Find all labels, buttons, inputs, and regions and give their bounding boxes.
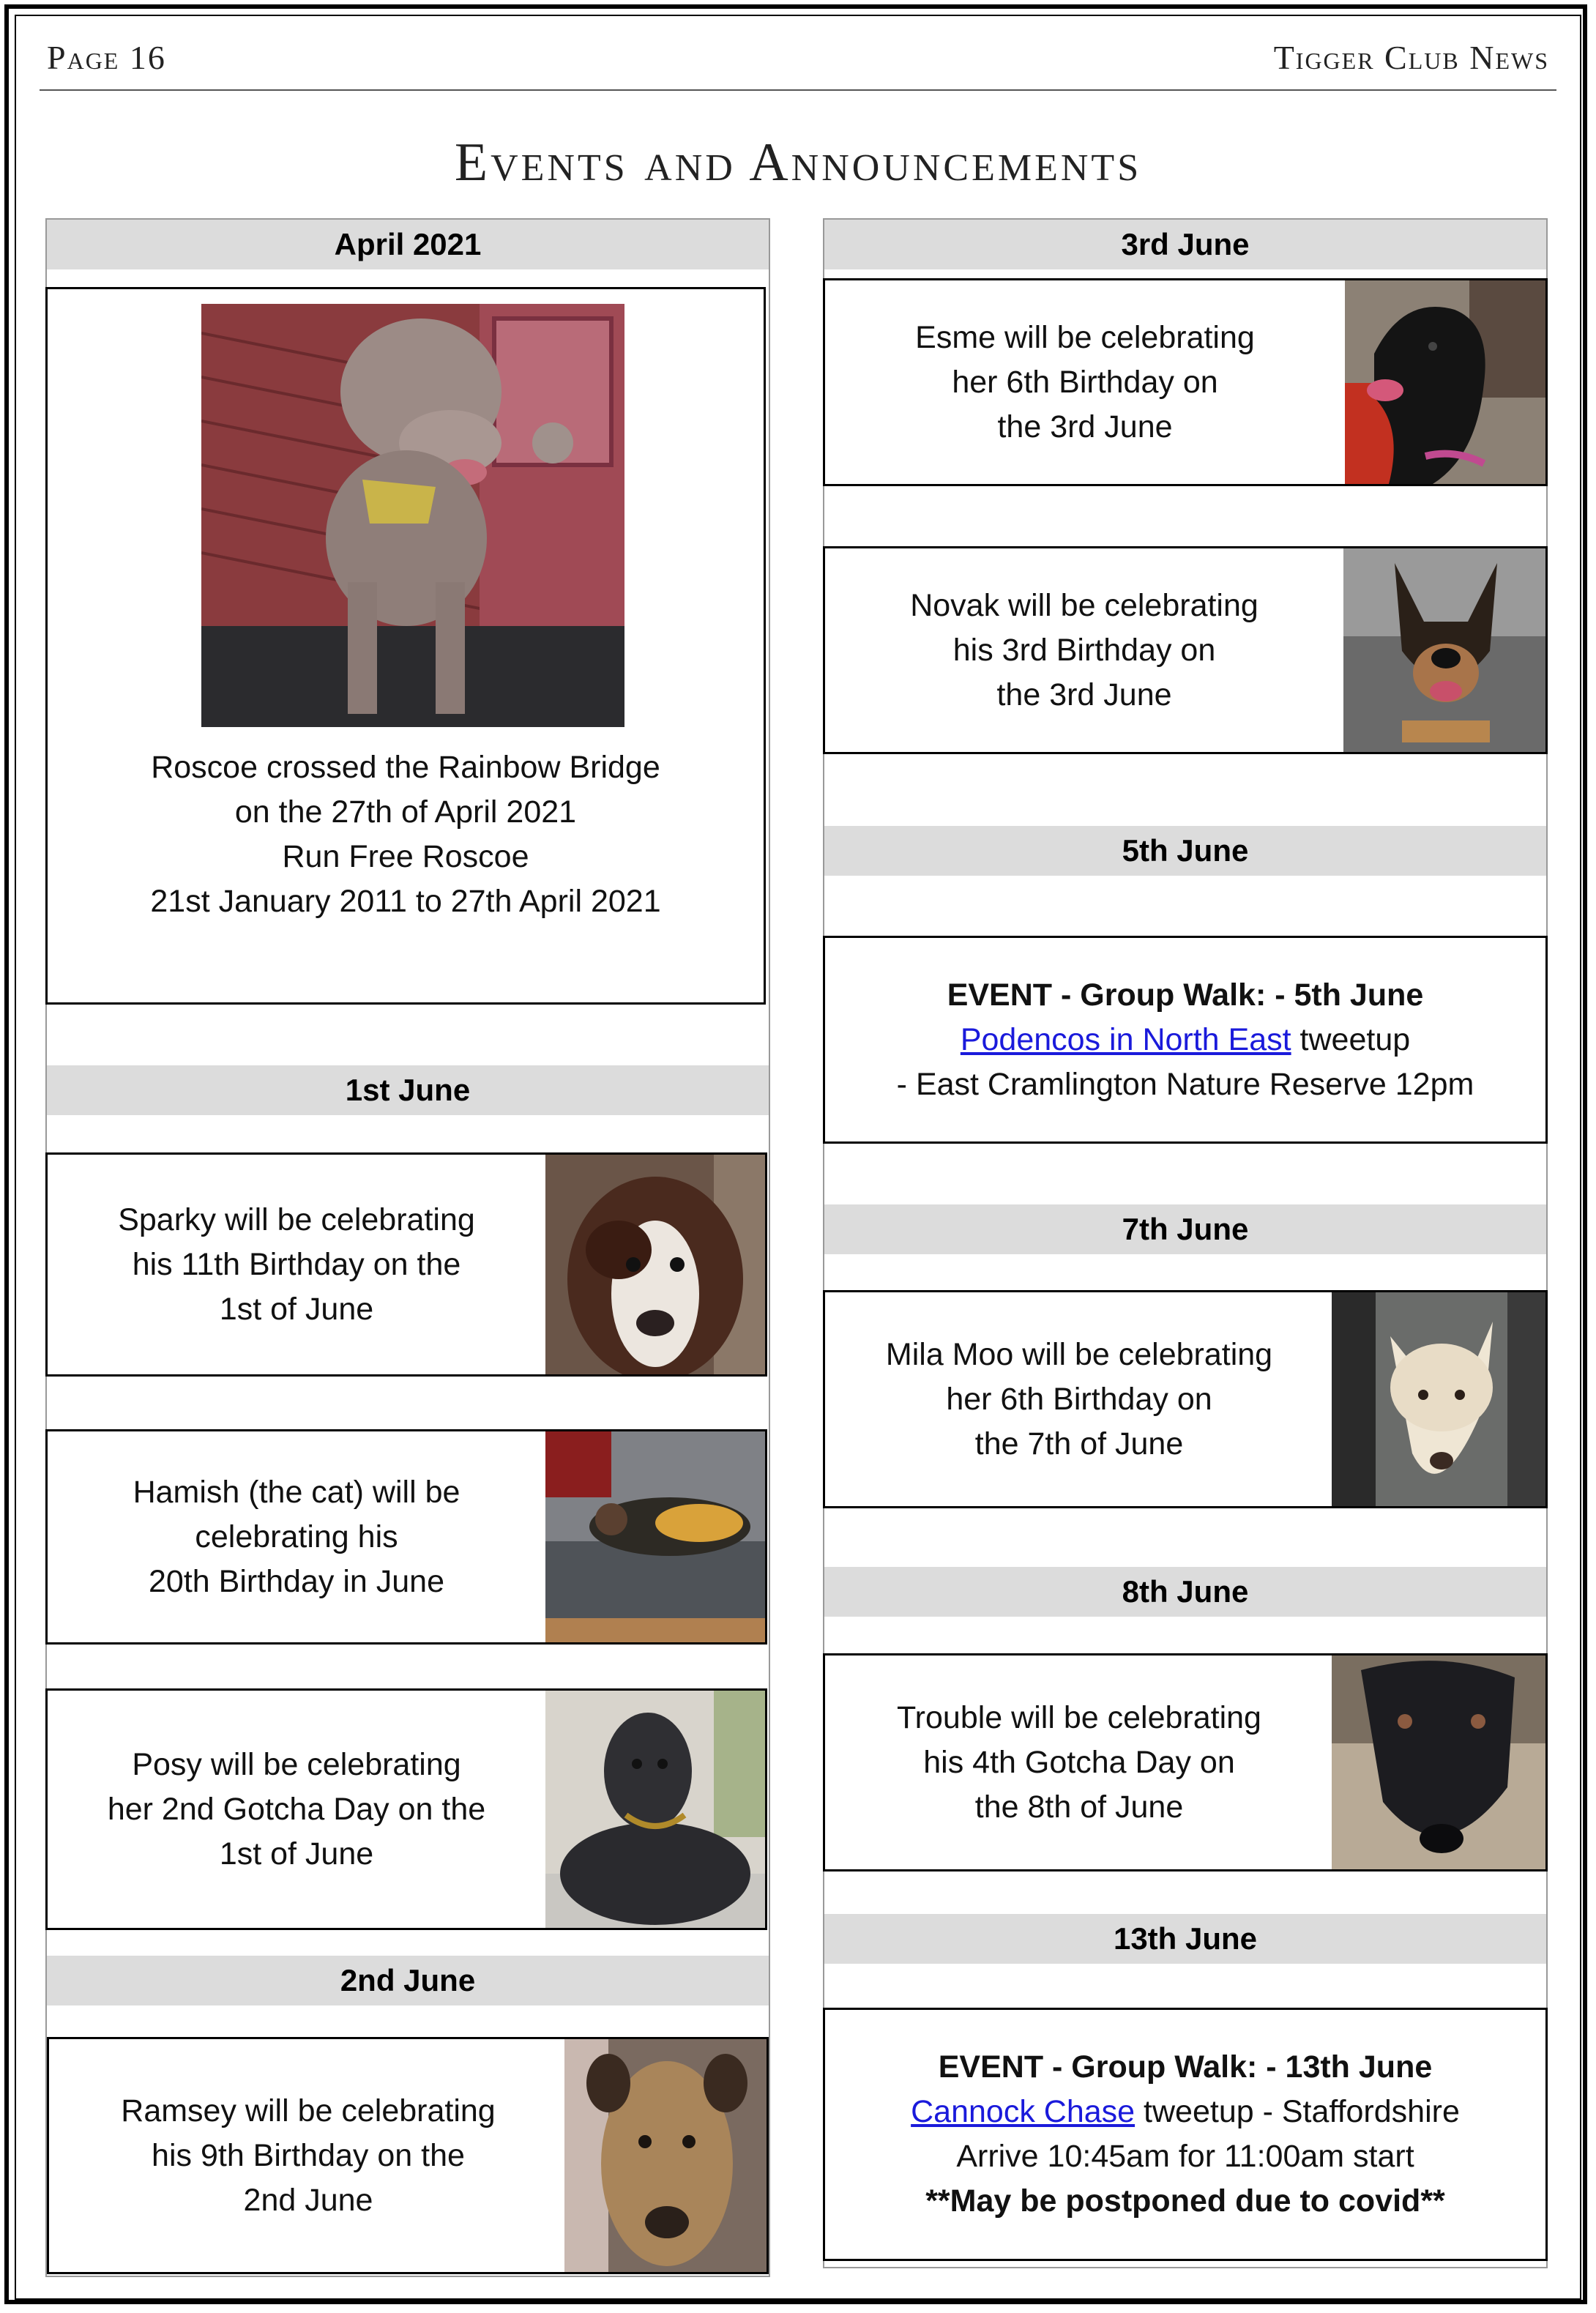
sparky-line-1: Sparky will be celebrating <box>118 1202 475 1237</box>
mila-text <box>825 1292 1333 1506</box>
posy-line-3: 1st of June <box>219 1836 374 1871</box>
mila-line-1: Mila Moo will be celebrating <box>885 1336 1273 1372</box>
birthday-card-esme <box>823 278 1548 486</box>
date-header-1st-june: 1st June <box>47 1065 769 1115</box>
event-card-13th-june <box>823 2008 1548 2261</box>
date-header-2nd-june: 2nd June <box>47 1956 769 2005</box>
mila-photo <box>1332 1292 1545 1506</box>
ramsey-text <box>49 2039 567 2272</box>
event5-link-line <box>961 1018 1410 1062</box>
publication-title: Tigger Club News <box>1273 39 1549 76</box>
sparky-text <box>48 1155 545 1374</box>
date-header-3rd-june: 3rd June <box>824 220 1546 269</box>
date-header-13th-june: 13th June <box>824 1914 1546 1964</box>
trouble-text <box>825 1655 1333 1869</box>
posy-line-1: Posy will be celebrating <box>132 1746 461 1782</box>
cannock-chase-link[interactable]: Cannock Chase <box>911 2094 1136 2129</box>
event13-link-suffix: tweetup - Staffordshire <box>1135 2094 1460 2129</box>
event13-title: EVENT - Group Walk: - 13th June <box>938 2049 1433 2085</box>
gotcha-card-trouble <box>823 1653 1548 1871</box>
date-header-april: April 2021 <box>47 220 769 269</box>
novak-line-2: his 3rd Birthday on <box>952 632 1216 668</box>
page-number: Page 16 <box>47 39 166 76</box>
esme-line-2: her 6th Birthday on <box>952 364 1218 400</box>
trouble-line-2: his 4th Gotcha Day on <box>923 1744 1235 1780</box>
esme-text <box>825 280 1345 484</box>
event13-text <box>825 2010 1545 2259</box>
event-card-5th-june <box>823 936 1548 1144</box>
mila-line-3: the 7th of June <box>974 1426 1184 1461</box>
roscoe-line-1: Roscoe crossed the Rainbow Bridge <box>151 750 660 785</box>
ramsey-line-3: 2nd June <box>243 2182 373 2218</box>
page-title: Events and Announcements <box>454 133 1142 193</box>
roscoe-line-3: Run Free Roscoe <box>282 839 529 874</box>
posy-text <box>48 1691 545 1928</box>
esme-line-3: the 3rd June <box>997 409 1173 444</box>
event5-title: EVENT - Group Walk: - 5th June <box>947 977 1424 1013</box>
sparky-photo <box>545 1155 765 1374</box>
hamish-photo <box>545 1431 765 1642</box>
roscoe-photo <box>201 304 624 727</box>
birthday-card-mila-moo <box>823 1290 1548 1508</box>
ramsey-photo <box>564 2039 767 2272</box>
date-header-5th-june: 5th June <box>824 826 1546 876</box>
birthday-card-sparky <box>45 1152 767 1377</box>
trouble-photo <box>1332 1655 1545 1869</box>
roscoe-line-2: on the 27th of April 2021 <box>234 794 577 830</box>
hamish-line-3: 20th Birthday in June <box>149 1563 444 1599</box>
novak-line-3: the 3rd June <box>996 677 1172 712</box>
ramsey-line-2: his 9th Birthday on the <box>152 2137 465 2173</box>
podencos-north-east-link[interactable]: Podencos in North East <box>960 1021 1291 1057</box>
event13-link-line <box>911 2090 1460 2134</box>
trouble-line-3: the 8th of June <box>974 1789 1184 1825</box>
event13-covid-notice: **May be postponed due to covid** <box>925 2183 1445 2219</box>
memorial-card-roscoe <box>45 287 766 1005</box>
novak-text <box>825 548 1343 752</box>
esme-line-1: Esme will be celebrating <box>915 319 1255 355</box>
birthday-card-ramsey <box>47 2037 769 2274</box>
hamish-line-1: Hamish (the cat) will be <box>133 1474 460 1510</box>
roscoe-announcement <box>48 743 764 926</box>
date-header-8th-june: 8th June <box>824 1567 1546 1617</box>
event5-location: - East Cramlington Nature Reserve 12pm <box>896 1066 1474 1102</box>
novak-photo <box>1343 548 1545 752</box>
hamish-line-2: celebrating his <box>195 1519 398 1554</box>
event5-text <box>825 938 1545 1141</box>
novak-line-1: Novak will be celebrating <box>910 587 1258 623</box>
ramsey-line-1: Ramsey will be celebrating <box>121 2093 496 2128</box>
sparky-line-3: 1st of June <box>219 1291 374 1327</box>
trouble-line-1: Trouble will be celebrating <box>897 1699 1261 1735</box>
roscoe-line-4: 21st January 2011 to 27th April 2021 <box>150 884 661 919</box>
gotcha-card-posy <box>45 1688 767 1930</box>
birthday-card-novak <box>823 546 1548 754</box>
posy-line-2: her 2nd Gotcha Day on the <box>107 1791 486 1827</box>
hamish-text <box>48 1431 545 1642</box>
date-header-7th-june: 7th June <box>824 1204 1546 1254</box>
mila-line-2: her 6th Birthday on <box>946 1381 1212 1417</box>
sparky-line-2: his 11th Birthday on the <box>132 1246 461 1282</box>
posy-photo <box>545 1691 765 1928</box>
header-divider <box>40 89 1556 91</box>
birthday-card-hamish <box>45 1429 767 1645</box>
event5-link-suffix: tweetup <box>1291 1021 1411 1057</box>
event13-arrival: Arrive 10:45am for 11:00am start <box>956 2139 1414 2174</box>
esme-photo <box>1345 280 1545 484</box>
